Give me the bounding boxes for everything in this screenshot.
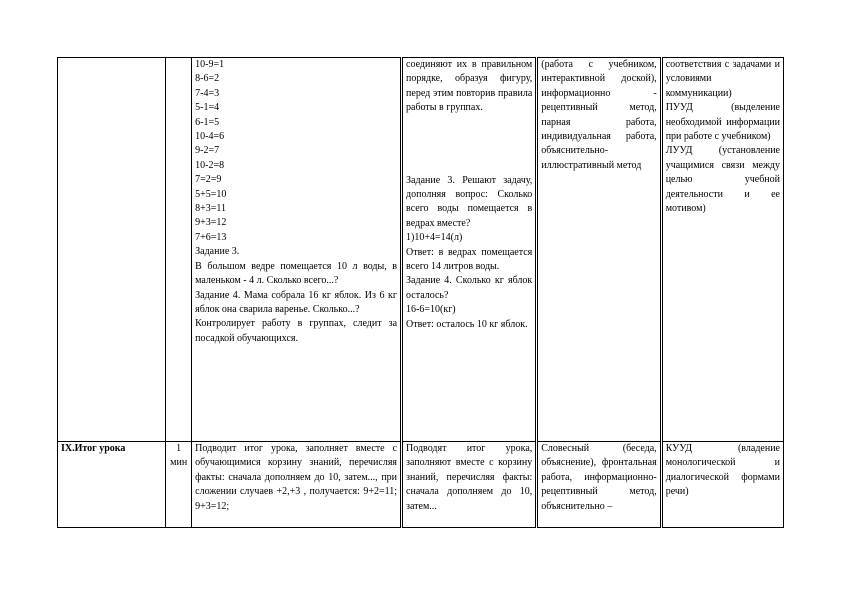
uud-text: ПУУД (выделение необходимой информации при работе с учебником)	[665, 102, 780, 143]
equation-line: 8-6=2	[195, 73, 220, 85]
stage-cell: IX.Итог урока	[58, 442, 166, 528]
task-3-heading: Задание 3.	[195, 246, 240, 258]
student-activity-cell	[402, 442, 537, 528]
equation-line: 10-4=6	[195, 131, 225, 143]
equation-line: 9-2=7	[195, 145, 220, 157]
student-task-3-text: Задание 3. Решают задачу, дополняя вопрос: Сколько всего воды помещается в ведрах вместе?	[406, 174, 533, 229]
task-4-text: Задание 4. Мама собрала 16 кг яблок. Из 6 кг яблок она сварила варенье. Сколько...?	[195, 289, 398, 315]
lesson-plan-table	[57, 57, 784, 528]
equation-line: 5+5=10	[195, 188, 227, 200]
control-text: Контролирует работу в группах, следит за посадкой обучающихся.	[195, 318, 398, 344]
methods-cell	[537, 442, 661, 528]
equation-line: 5-1=4	[195, 102, 220, 114]
uud-text: ЛУУД (установление учащимися связи между целью учебной деятельности и ее мотивом)	[665, 145, 780, 215]
time-cell: 1 мин	[166, 442, 192, 528]
student-solution-line: 1)10+4=14(л)	[406, 232, 463, 244]
time-cell	[166, 58, 192, 442]
equation-line: 8+3=11	[195, 203, 227, 215]
teacher-activity-cell	[192, 442, 402, 528]
student-solution-line: 16-6=10(кг)	[406, 304, 456, 316]
summary-uud-text: КУУД (владение монологической и диалогической формами речи)	[665, 443, 780, 498]
student-answer-text: Ответ: в ведрах помещается всего 14 литров воды.	[406, 246, 533, 273]
equation-line: 10-9=1	[195, 59, 225, 70]
teacher-activity-cell	[192, 58, 402, 442]
methods-cell	[537, 58, 661, 442]
stage-cell	[58, 58, 166, 442]
student-group-work-text: соединяют их в правильном порядке, образуя фигуру, перед этим повторив правила работы в группах.	[406, 59, 533, 114]
student-task-4-text: Задание 4. Сколько кг яблок осталось?	[406, 275, 533, 301]
summary-methods-text: Словесный (беседа, объяснение), фронтальная работа, информационно-рецептивный метод, объяснительно –	[541, 443, 657, 512]
summary-teacher-text: Подводит итог урока, заполняет вместе с обучающимися корзину знаний, перечисляя факты: сначала дополняем до 10, затем..., при сложении случаев +2,+3 , получается: 9+2=11; 9+3=12;	[195, 443, 398, 512]
equation-line: 7+6=13	[195, 231, 227, 243]
equation-line: 9+3=12	[195, 217, 227, 229]
equation-line: 6-1=5	[195, 116, 220, 128]
equation-line: 10-2=8	[195, 159, 225, 171]
cell-spacer	[406, 116, 532, 174]
summary-student-text: Подводят итог урока, заполняют вместе с корзину знаний, перечисляя факты: сначала дополняем до 10, затем...	[406, 443, 533, 512]
uud-cell	[661, 442, 783, 528]
student-activity-cell	[402, 58, 537, 442]
student-answer-text: Ответ: осталось 10 кг яблок.	[406, 318, 528, 330]
equation-line: 7-4=3	[195, 87, 220, 99]
equation-line: 7=2=9	[195, 174, 222, 186]
uud-cell	[661, 58, 783, 442]
table-row	[58, 58, 784, 442]
table-row	[58, 442, 784, 528]
methods-text: (работа с учебником, интерактивной доской), информационно - рецептивный метод, парная работа, индивидуальная работа, объяснительно-иллюстративный метод	[541, 59, 657, 171]
uud-text: соответствия с задачами и условиями коммуникации)	[665, 59, 780, 99]
task-3-text: В большом ведре помещается 10 л воды, в маленьком - 4 л. Сколько всего...?	[195, 260, 398, 287]
